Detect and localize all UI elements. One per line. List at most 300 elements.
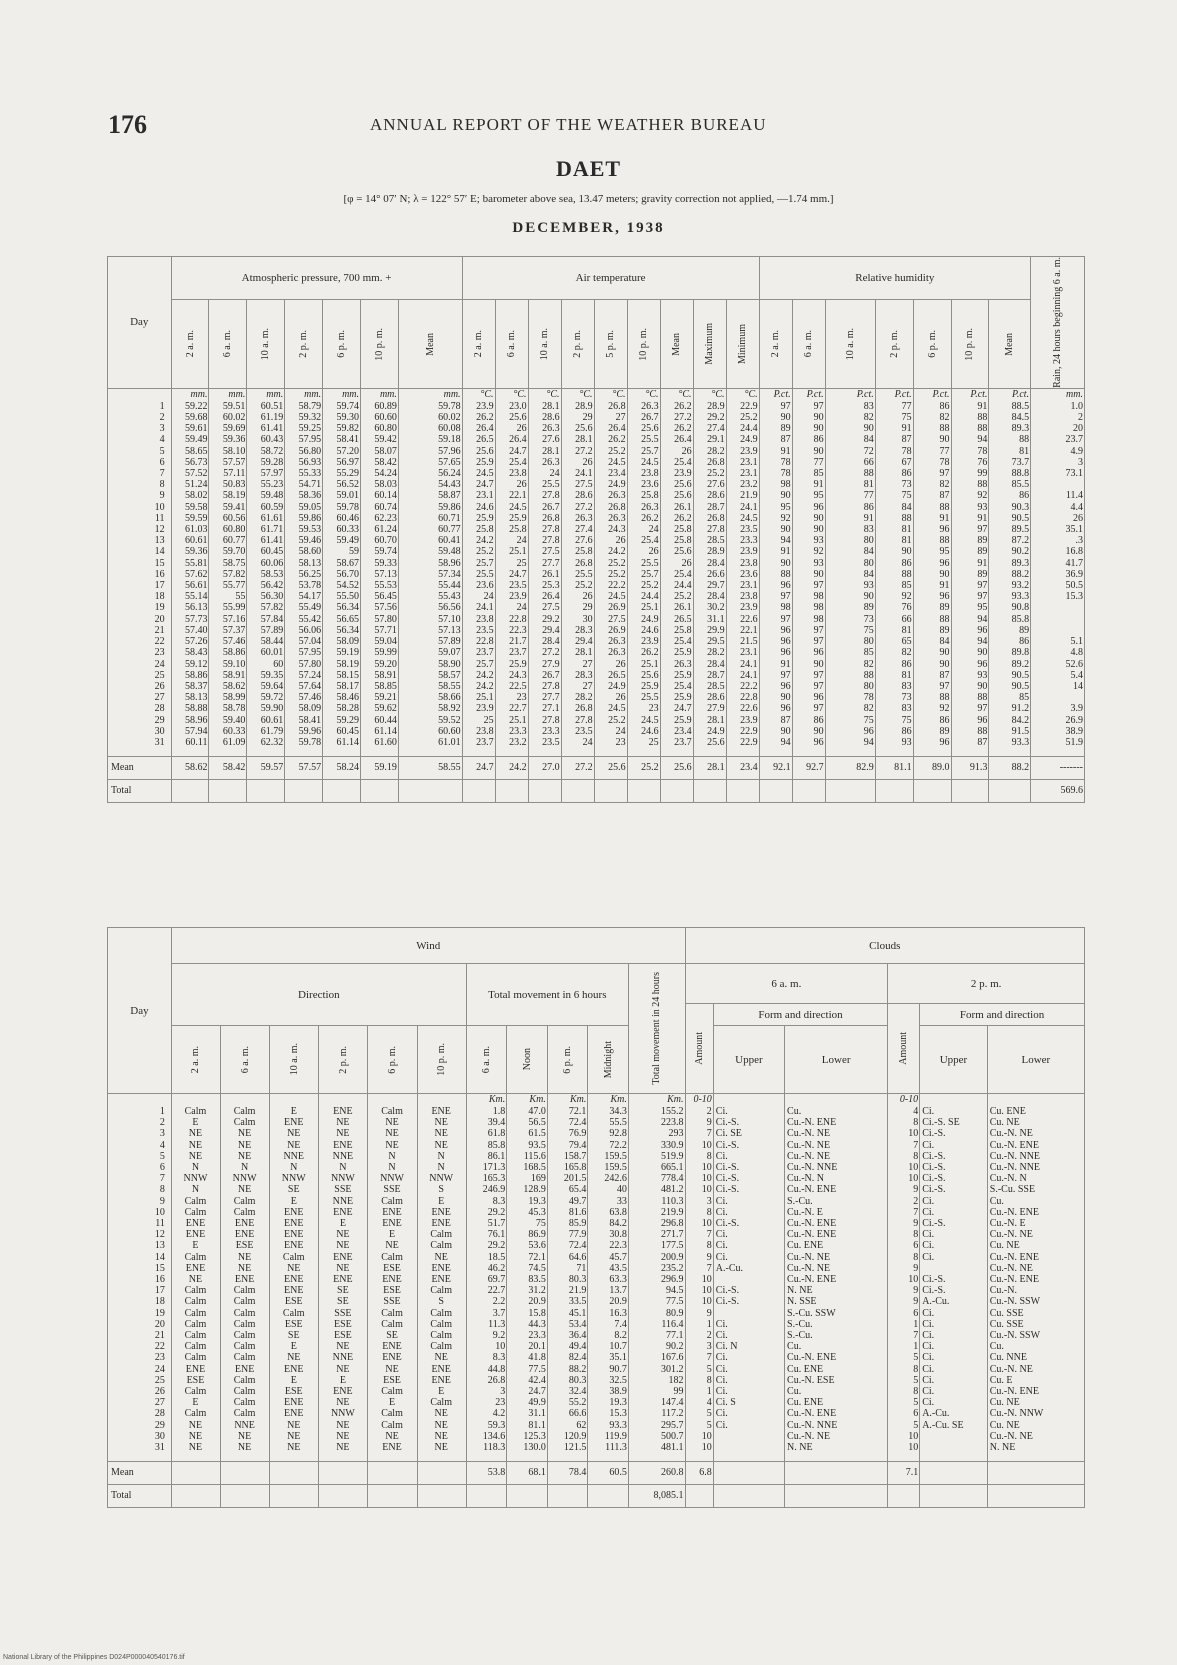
- total-cell-blank: [792, 780, 825, 803]
- data-cell: 59.61: [171, 423, 209, 434]
- movement-col-label: Noon: [521, 1048, 533, 1071]
- data-cell: Ci.-S.: [920, 1162, 988, 1173]
- data-cell: 59.86: [285, 513, 323, 524]
- mean-cell: 92.1: [759, 757, 792, 780]
- data-cell: 89: [913, 625, 951, 636]
- data-cell: 60.08: [398, 423, 462, 434]
- day-number: 27: [108, 692, 172, 703]
- data-cell: 97: [759, 670, 792, 681]
- data-cell: 5.4: [1031, 670, 1085, 681]
- day-number: 16: [108, 569, 172, 580]
- data-cell: 5: [888, 1420, 920, 1431]
- data-cell: 72.1: [507, 1252, 548, 1263]
- mean-cell: 59.57: [247, 757, 285, 780]
- day-number: 4: [108, 434, 172, 445]
- data-cell: 24.5: [462, 468, 495, 479]
- data-cell: 26.3: [627, 502, 660, 513]
- data-cell: Cu.-N. NE: [987, 1128, 1084, 1139]
- mean-cell: -------: [1031, 757, 1085, 780]
- table-row: [108, 726, 1085, 737]
- data-cell: 88: [875, 513, 913, 524]
- data-cell: Ci.-S.: [713, 1184, 784, 1195]
- data-cell: Ci.: [920, 1207, 988, 1218]
- data-cell: 83: [875, 703, 913, 714]
- table-row: [108, 468, 1085, 479]
- mean-cell: 60.5: [588, 1462, 629, 1485]
- data-cell: NE: [319, 1240, 368, 1251]
- data-cell: 7.4: [588, 1319, 629, 1330]
- data-cell: 59.58: [171, 502, 209, 513]
- data-cell: 25: [627, 737, 660, 748]
- data-cell: Cu.-N. ENE: [785, 1117, 888, 1128]
- data-cell: 25.8: [660, 535, 693, 546]
- data-cell: 59.46: [285, 535, 323, 546]
- data-cell: 26.9: [594, 602, 627, 613]
- data-cell: 55.44: [398, 580, 462, 591]
- data-cell: NNE: [270, 1151, 319, 1162]
- day-number: 3: [108, 1128, 172, 1139]
- unit-label: °C.: [495, 388, 528, 401]
- data-cell: 55.50: [323, 591, 361, 602]
- data-cell: S.-Cu. SSE: [987, 1184, 1084, 1195]
- temp-col-label: 5 p. m.: [605, 330, 617, 358]
- data-cell: 16.8: [1031, 546, 1085, 557]
- table-row: [108, 1397, 1085, 1408]
- form-am-header: Form and direction: [713, 1004, 887, 1026]
- unit-label: Km.: [547, 1094, 588, 1107]
- data-cell: 60.45: [323, 726, 361, 737]
- pressure-col-label: Mean: [424, 332, 436, 356]
- total-cell-blank: [561, 780, 594, 803]
- spacer-cell: [462, 748, 495, 757]
- data-cell: 89: [913, 602, 951, 613]
- data-cell: 61.71: [247, 524, 285, 535]
- data-cell: 9: [685, 1117, 713, 1128]
- data-cell: 159.5: [588, 1151, 629, 1162]
- data-cell: 25.4: [660, 681, 693, 692]
- data-cell: Cu.-N. NE: [987, 1364, 1084, 1375]
- temp-col-header: [726, 300, 759, 389]
- data-cell: 87: [913, 490, 951, 501]
- data-cell: 95: [759, 502, 792, 513]
- data-cell: 58.96: [398, 558, 462, 569]
- data-cell: 28.7: [693, 502, 726, 513]
- data-cell: 25.1: [495, 546, 528, 557]
- data-cell: 27.5: [528, 602, 561, 613]
- spacer-cell: [920, 1453, 988, 1462]
- data-cell: 27.9: [528, 659, 561, 670]
- data-cell: Cu.-N. NNE: [785, 1162, 888, 1173]
- data-cell: 66: [825, 457, 875, 468]
- data-cell: 159.5: [588, 1162, 629, 1173]
- data-cell: Ci. S: [713, 1397, 784, 1408]
- data-cell: 28.9: [693, 546, 726, 557]
- data-cell: 25.7: [462, 558, 495, 569]
- data-cell: 51.7: [466, 1218, 507, 1229]
- data-cell: ENE: [319, 1106, 368, 1117]
- spacer-cell: [792, 748, 825, 757]
- data-cell: 83: [825, 524, 875, 535]
- clouds-pm-header: 2 p. m.: [888, 964, 1085, 1004]
- direction-col-header: [171, 1026, 220, 1094]
- data-cell: 96: [951, 715, 989, 726]
- data-cell: Ci.: [920, 1386, 988, 1397]
- data-cell: 24.6: [627, 726, 660, 737]
- data-cell: 24: [627, 524, 660, 535]
- wind-clouds-table: [107, 927, 1085, 1508]
- data-cell: 83.5: [507, 1274, 548, 1285]
- data-cell: 60.77: [209, 535, 247, 546]
- data-cell: 72: [825, 446, 875, 457]
- data-cell: NE: [221, 1128, 270, 1139]
- data-cell: 93.2: [989, 580, 1031, 591]
- mean-cell: 82.9: [825, 757, 875, 780]
- spacer-cell: [171, 748, 209, 757]
- data-cell: 91: [913, 580, 951, 591]
- data-cell: 57.56: [361, 602, 399, 613]
- data-cell: ENE: [319, 1140, 368, 1151]
- unit-label: °C.: [627, 388, 660, 401]
- data-cell: 91: [759, 446, 792, 457]
- data-cell: Cu.-N. NNW: [987, 1408, 1084, 1419]
- data-cell: ENE: [417, 1375, 466, 1386]
- upper-pm-header: Upper: [920, 1026, 988, 1094]
- data-cell: 56.80: [285, 446, 323, 457]
- spacer-cell: [989, 748, 1031, 757]
- unit-label: °C.: [528, 388, 561, 401]
- data-cell: Ci.-S.: [713, 1162, 784, 1173]
- spacer-cell: [108, 748, 172, 757]
- data-cell: 24.2: [462, 681, 495, 692]
- mean-cell: 81.1: [875, 757, 913, 780]
- data-cell: Cu.-N. NE: [785, 1128, 888, 1139]
- table-row: [108, 1408, 1085, 1419]
- data-cell: 24.9: [726, 434, 759, 445]
- data-cell: NNE: [319, 1352, 368, 1363]
- data-cell: 242.6: [588, 1173, 629, 1184]
- data-cell: 25.4: [627, 535, 660, 546]
- data-cell: 51.24: [171, 479, 209, 490]
- data-cell: Ci.: [920, 1397, 988, 1408]
- mean-cell: 27.2: [561, 757, 594, 780]
- data-cell: 57.84: [247, 614, 285, 625]
- data-cell: 23.8: [462, 614, 495, 625]
- data-cell: 60.02: [398, 412, 462, 423]
- data-cell: 96: [951, 625, 989, 636]
- total-row: [108, 1485, 1085, 1508]
- data-cell: E: [417, 1196, 466, 1207]
- day-number: 24: [108, 659, 172, 670]
- data-cell: 75: [875, 412, 913, 423]
- data-cell: E: [171, 1397, 220, 1408]
- data-cell: Calm: [221, 1106, 270, 1117]
- data-cell: 28.5: [693, 681, 726, 692]
- data-cell: Calm: [368, 1319, 417, 1330]
- data-cell: Calm: [417, 1330, 466, 1341]
- direction-col-label: 2 p. m.: [337, 1045, 349, 1074]
- unit-label: P.ct.: [913, 388, 951, 401]
- mean-cell: 58.42: [209, 757, 247, 780]
- data-cell: 96: [792, 737, 825, 748]
- day-number: 3: [108, 423, 172, 434]
- data-cell: 60.01: [247, 647, 285, 658]
- table-row: [108, 1240, 1085, 1251]
- data-cell: 76: [875, 602, 913, 613]
- data-cell: 56.73: [171, 457, 209, 468]
- data-cell: 20: [1031, 423, 1085, 434]
- data-cell: 23.3: [507, 1330, 548, 1341]
- data-cell: ENE: [270, 1364, 319, 1375]
- data-cell: S: [417, 1296, 466, 1307]
- data-cell: 26: [660, 558, 693, 569]
- data-cell: S.-Cu.: [785, 1330, 888, 1341]
- data-cell: 38.9: [1031, 726, 1085, 737]
- data-cell: 58.60: [285, 546, 323, 557]
- data-cell: 86: [989, 636, 1031, 647]
- data-cell: Calm: [171, 1252, 220, 1263]
- data-cell: 91: [951, 558, 989, 569]
- data-cell: Cu.-N.: [987, 1285, 1084, 1296]
- data-cell: 24.1: [462, 602, 495, 613]
- data-cell: 59.52: [398, 715, 462, 726]
- spacer-cell: [759, 748, 792, 757]
- data-cell: 10: [685, 1274, 713, 1285]
- unit-label: P.ct.: [875, 388, 913, 401]
- data-cell: 8.2: [588, 1330, 629, 1341]
- data-cell: ENE: [270, 1408, 319, 1419]
- data-cell: [713, 1442, 784, 1453]
- data-cell: SSE: [368, 1296, 417, 1307]
- unit-label: Km.: [466, 1094, 507, 1107]
- total-cell-blank: [693, 780, 726, 803]
- data-cell: Ci.-S.: [920, 1173, 988, 1184]
- data-cell: 26.1: [528, 569, 561, 580]
- data-cell: 58.65: [171, 446, 209, 457]
- data-cell: Cu.: [785, 1386, 888, 1397]
- spacer-cell: [417, 1453, 466, 1462]
- data-cell: 10: [466, 1341, 507, 1352]
- data-cell: 24: [462, 591, 495, 602]
- mean-cell-blank: [319, 1462, 368, 1485]
- data-cell: 8.3: [466, 1352, 507, 1363]
- table-row: [108, 546, 1085, 557]
- data-cell: 26.8: [693, 513, 726, 524]
- data-cell: 73: [875, 479, 913, 490]
- data-cell: 60.02: [209, 412, 247, 423]
- day-number: 26: [108, 1386, 172, 1397]
- mean-cell: 89.0: [913, 757, 951, 780]
- data-cell: 15.3: [588, 1408, 629, 1419]
- data-cell: 80: [825, 636, 875, 647]
- data-cell: 56.34: [323, 602, 361, 613]
- data-cell: E: [270, 1341, 319, 1352]
- table-row: [108, 670, 1085, 681]
- data-cell: NE: [368, 1117, 417, 1128]
- mean-cell: 58.55: [398, 757, 462, 780]
- data-cell: 81: [875, 670, 913, 681]
- data-cell: 90: [913, 659, 951, 670]
- data-cell: 25: [495, 558, 528, 569]
- data-cell: 88.5: [989, 401, 1031, 412]
- data-cell: 20.9: [507, 1296, 548, 1307]
- data-cell: 90.5: [989, 681, 1031, 692]
- day-number: 1: [108, 401, 172, 412]
- data-cell: 57.13: [361, 569, 399, 580]
- data-cell: 59.78: [285, 737, 323, 748]
- data-cell: 519.9: [628, 1151, 685, 1162]
- data-cell: 57.57: [209, 457, 247, 468]
- data-cell: Cu. E: [987, 1375, 1084, 1386]
- humidity-col-label: 2 a. m.: [770, 330, 782, 358]
- data-cell: 24.7: [660, 703, 693, 714]
- data-cell: 28.4: [693, 659, 726, 670]
- data-cell: 4.4: [1031, 502, 1085, 513]
- unit-label: P.ct.: [825, 388, 875, 401]
- data-cell: 27.5: [561, 479, 594, 490]
- data-cell: 88: [951, 726, 989, 737]
- data-cell: N: [417, 1162, 466, 1173]
- data-cell: Calm: [270, 1252, 319, 1263]
- data-cell: 92: [913, 703, 951, 714]
- data-cell: [920, 1442, 988, 1453]
- data-cell: 60.70: [361, 535, 399, 546]
- data-cell: Calm: [417, 1319, 466, 1330]
- data-cell: Ci.: [920, 1364, 988, 1375]
- data-cell: 130.0: [507, 1442, 548, 1453]
- day-number: 4: [108, 1140, 172, 1151]
- data-cell: 90.3: [989, 502, 1031, 513]
- mean-cell: 25.6: [594, 757, 627, 780]
- data-cell: 23.3: [528, 726, 561, 737]
- data-cell: 24: [495, 602, 528, 613]
- data-cell: 26.1: [660, 502, 693, 513]
- data-cell: 55: [209, 591, 247, 602]
- data-cell: 58.43: [171, 647, 209, 658]
- data-cell: 59.29: [323, 715, 361, 726]
- temp-col-label: 2 a. m.: [473, 330, 485, 358]
- data-cell: SE: [270, 1330, 319, 1341]
- data-cell: Cu.: [987, 1196, 1084, 1207]
- data-cell: 72.1: [547, 1106, 588, 1117]
- data-cell: 58.41: [323, 434, 361, 445]
- data-cell: 26.2: [627, 513, 660, 524]
- mean-cell: 58.24: [323, 757, 361, 780]
- table-row: [108, 412, 1085, 423]
- data-cell: 25.8: [561, 546, 594, 557]
- data-cell: 57.95: [285, 647, 323, 658]
- total-cell-blank: [913, 780, 951, 803]
- day-number: 22: [108, 636, 172, 647]
- data-cell: NE: [221, 1252, 270, 1263]
- mean-cell-blank: [171, 1462, 220, 1485]
- data-cell: Cu.-N. E: [785, 1207, 888, 1218]
- data-cell: 74.5: [507, 1263, 548, 1274]
- data-cell: 57.82: [209, 569, 247, 580]
- data-cell: 94: [759, 535, 792, 546]
- data-cell: S: [417, 1184, 466, 1195]
- data-cell: 26: [627, 546, 660, 557]
- data-cell: 59.74: [361, 546, 399, 557]
- data-cell: Cu.-N. ENE: [785, 1274, 888, 1285]
- wind-group-header: Wind: [171, 928, 685, 964]
- data-cell: 80: [825, 535, 875, 546]
- movement-col-header: [507, 1026, 548, 1094]
- data-cell: 3: [685, 1341, 713, 1352]
- data-cell: Ci.: [713, 1196, 784, 1207]
- data-cell: Ci.-S.: [713, 1140, 784, 1151]
- data-cell: 60.71: [398, 513, 462, 524]
- data-cell: 89.3: [989, 558, 1031, 569]
- data-cell: 23.9: [462, 703, 495, 714]
- data-cell: 90: [792, 524, 825, 535]
- data-cell: 10: [888, 1274, 920, 1285]
- lower-pm-header: Lower: [987, 1026, 1084, 1094]
- data-cell: 76.9: [547, 1128, 588, 1139]
- data-cell: 25.8: [660, 524, 693, 535]
- data-cell: 23.5: [726, 524, 759, 535]
- data-cell: Calm: [221, 1341, 270, 1352]
- direction-col-header: [270, 1026, 319, 1094]
- data-cell: Ci.: [713, 1207, 784, 1218]
- data-cell: 23.1: [726, 647, 759, 658]
- data-cell: [1031, 479, 1085, 490]
- temp-col-header: [462, 300, 495, 389]
- day-number: 2: [108, 1117, 172, 1128]
- total-cell-blank: [285, 780, 323, 803]
- data-cell: 60.77: [398, 524, 462, 535]
- data-cell: Cu.-N. ENE: [785, 1352, 888, 1363]
- data-cell: 85: [825, 647, 875, 658]
- month-title: DECEMBER, 1938: [512, 220, 665, 236]
- humidity-col-label: 2 p. m.: [888, 330, 900, 358]
- data-cell: SE: [319, 1285, 368, 1296]
- data-cell: 27.2: [561, 502, 594, 513]
- data-cell: Ci.: [713, 1319, 784, 1330]
- unit-cell-blank: [368, 1094, 417, 1107]
- data-cell: ENE: [270, 1207, 319, 1218]
- data-cell: 90.5: [989, 513, 1031, 524]
- data-cell: 481.2: [628, 1184, 685, 1195]
- data-cell: 25.6: [462, 446, 495, 457]
- table-row: [108, 591, 1085, 602]
- data-cell: 301.2: [628, 1364, 685, 1375]
- data-cell: 26: [561, 591, 594, 602]
- data-cell: NNE: [221, 1420, 270, 1431]
- data-cell: 55.5: [588, 1117, 629, 1128]
- data-cell: 1: [685, 1319, 713, 1330]
- data-cell: 86: [913, 715, 951, 726]
- data-cell: 28.6: [693, 692, 726, 703]
- data-cell: 57.89: [247, 625, 285, 636]
- data-cell: 90: [759, 524, 792, 535]
- data-cell: Cu.-N. NNE: [987, 1151, 1084, 1162]
- data-cell: 25.2: [561, 580, 594, 591]
- mean-label: Mean: [108, 1462, 172, 1485]
- data-cell: E: [171, 1240, 220, 1251]
- data-cell: Cu.-N. ENE: [987, 1252, 1084, 1263]
- data-cell: 59.72: [247, 692, 285, 703]
- table-row: [108, 1218, 1085, 1229]
- data-cell: Calm: [171, 1408, 220, 1419]
- movement-col-header: [547, 1026, 588, 1094]
- data-cell: N: [417, 1151, 466, 1162]
- data-cell: 61.09: [209, 737, 247, 748]
- data-cell: 57.71: [361, 625, 399, 636]
- data-cell: 25.6: [660, 490, 693, 501]
- unit-cell-blank: [713, 1094, 784, 1107]
- data-cell: 25.7: [627, 446, 660, 457]
- data-cell: NE: [171, 1420, 220, 1431]
